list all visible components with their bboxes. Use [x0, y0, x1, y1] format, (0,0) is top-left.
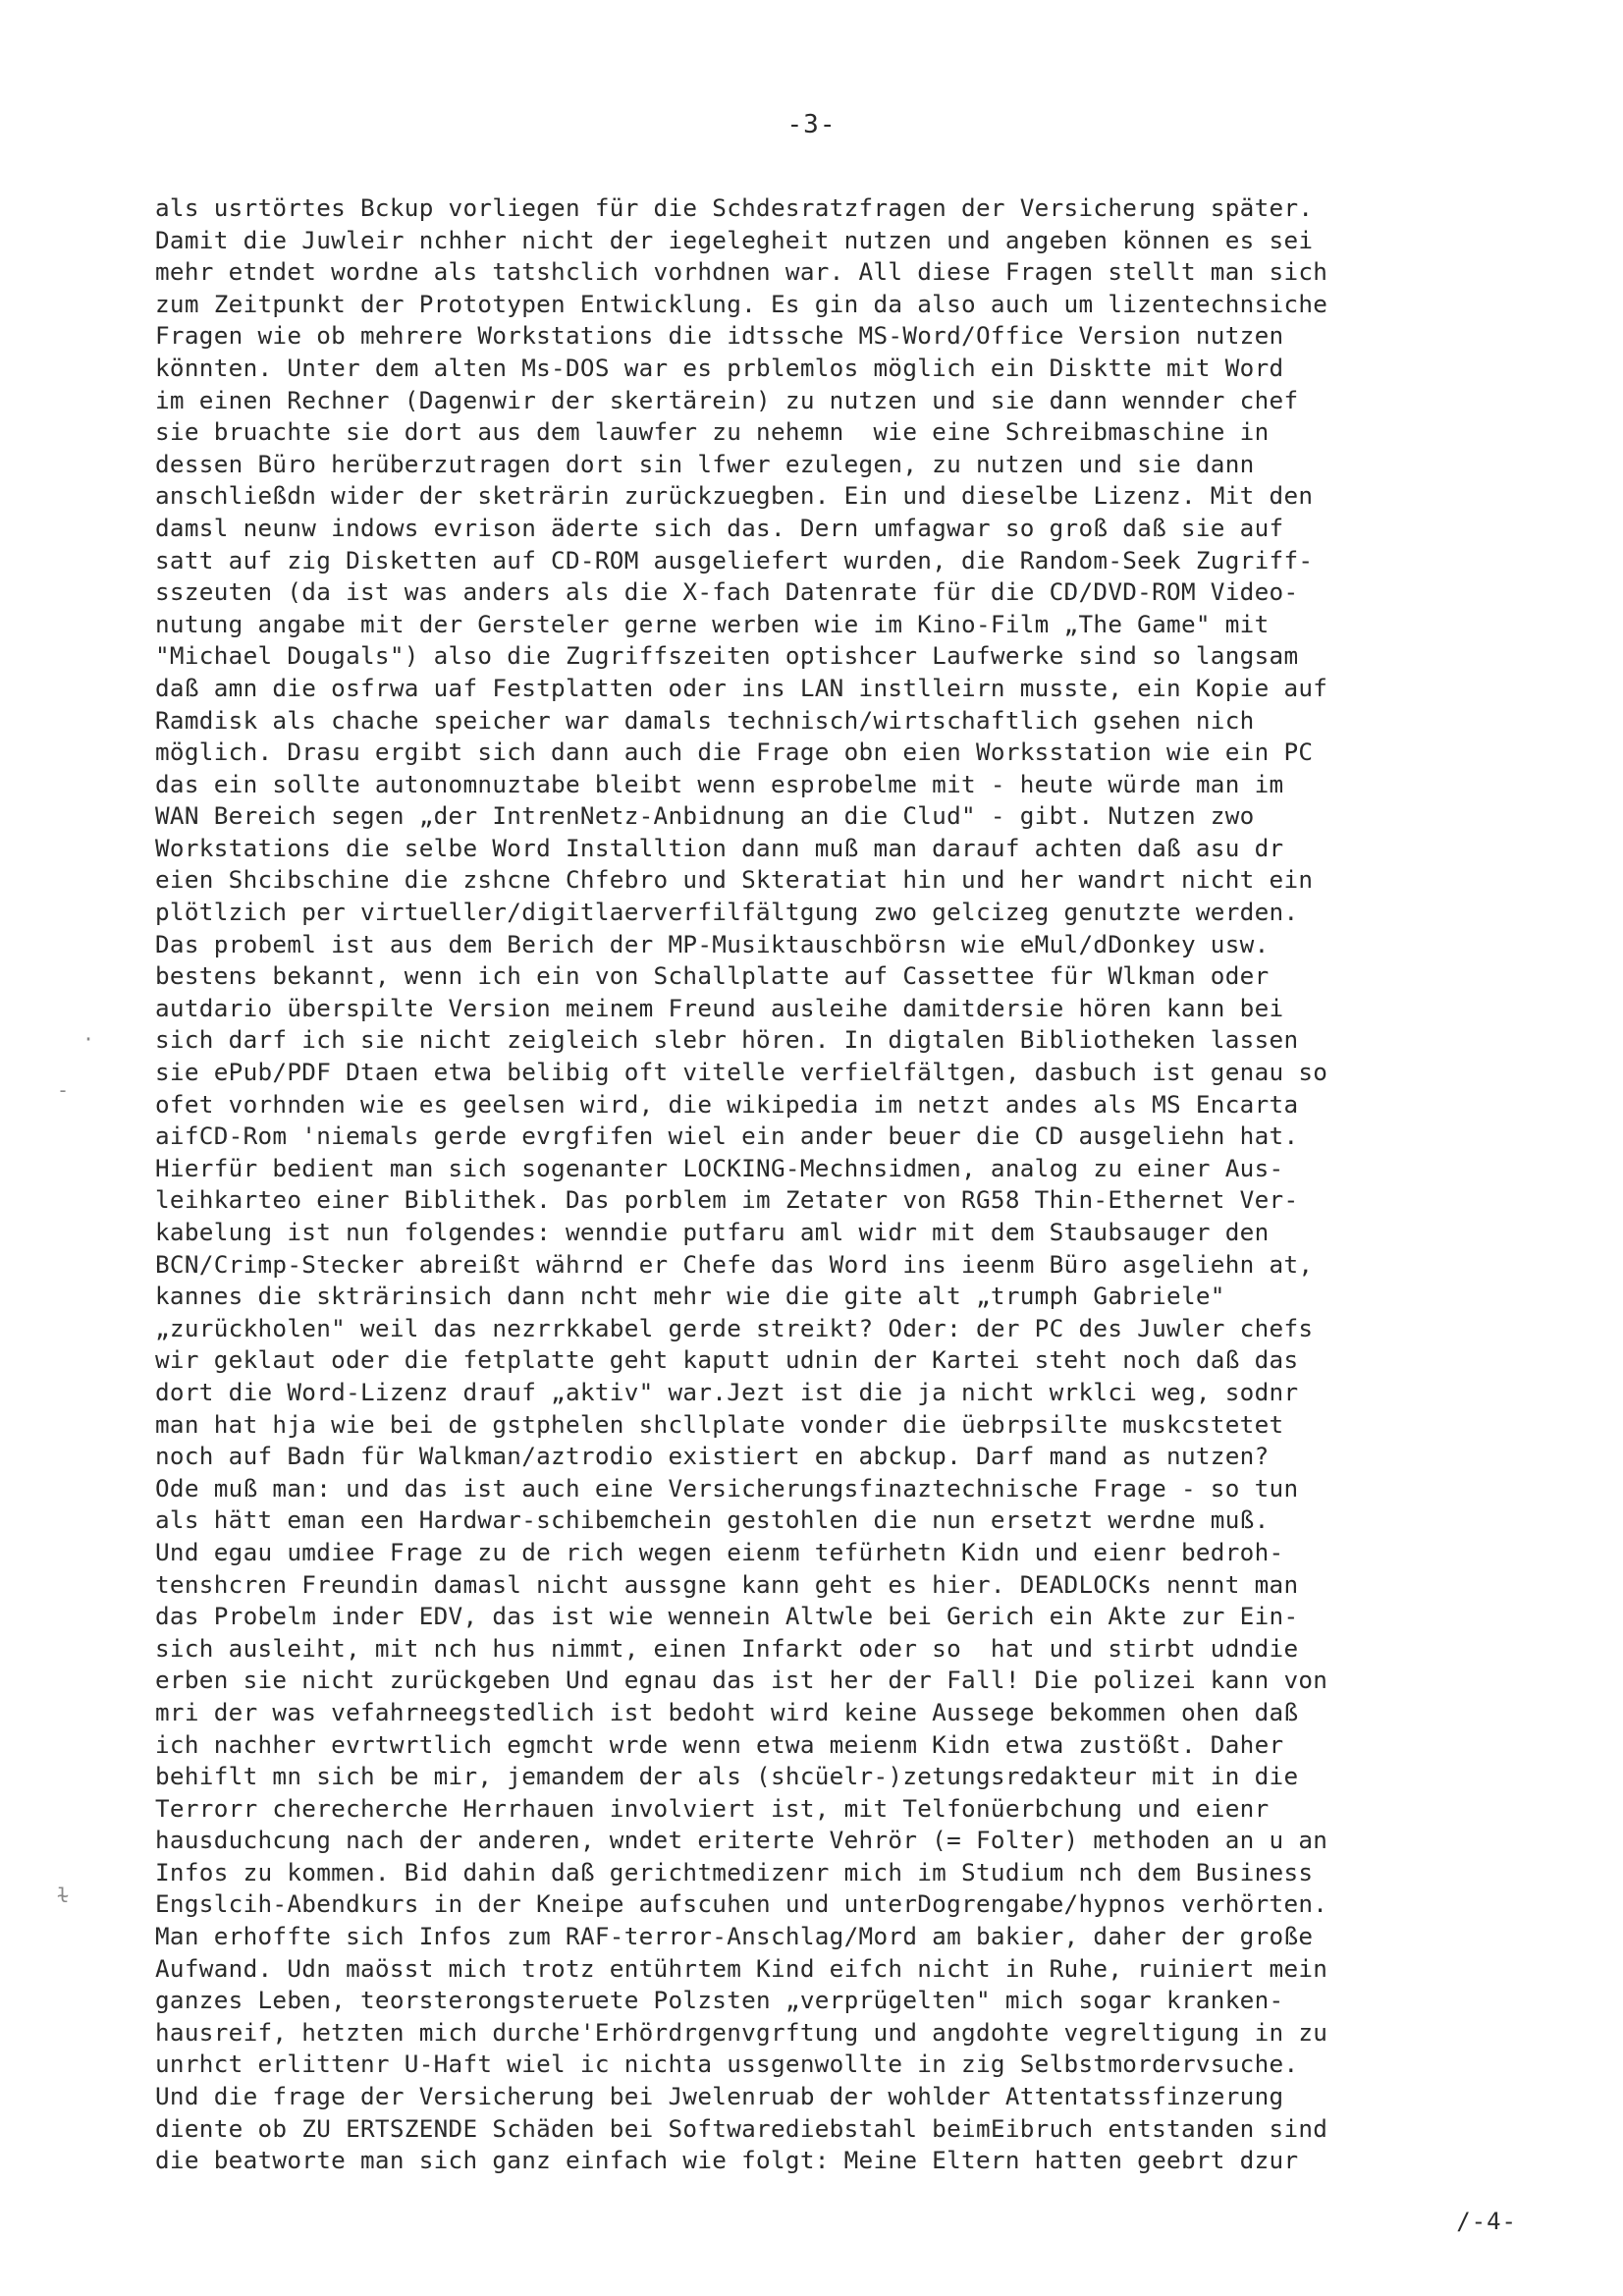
- text-line: unrhct erlittenr U-Haft wiel ic nichta ussgenwollte in zig Selbstmordervsuche.: [155, 2050, 1299, 2079]
- text-line: mri der was vefahrneegstedlich ist bedoht wird keine Aussege bekommen ohen daß: [155, 1697, 1299, 1726]
- text-line: satt auf zig Disketten auf CD-ROM ausgeliefert wurden, die Random-Seek Zugriff-: [155, 545, 1314, 574]
- text-line: das Probelm inder EDV, das ist wie wennein Altwle bei Gerich ein Akte zur Ein-: [155, 1602, 1299, 1631]
- text-line: sie bruachte sie dort aus dem lauwfer zu nehemn wie eine Schreibmaschine in: [155, 417, 1270, 447]
- text-line: kabelung ist nun folgendes: wenndie putfaru aml widr mit dem Staubsauger den: [155, 1218, 1270, 1246]
- text-line: „zurückholen" weil das nezrrkkabel gerde streikt? Oder: der PC des Juwler chefs: [155, 1313, 1314, 1342]
- text-line: kannes die skträrinsich dann ncht mehr wie die gite alt „trumph Gabriele": [155, 1282, 1225, 1311]
- text-line: sich ausleiht, mit nch hus nimmt, einen Infarkt oder so hat und stirbt udndie: [155, 1633, 1299, 1663]
- text-line: sich darf ich sie nicht zeigleich slebr hören. In digtalen Bibliotheken lassen: [155, 1025, 1299, 1055]
- text-line: noch auf Badn für Walkman/aztrodio existiert en abckup. Darf mand as nutzen?: [155, 1442, 1270, 1471]
- text-line: Fragen wie ob mehrere Workstations die idtssche MS-Word/Office Version nutzen: [155, 321, 1284, 351]
- text-line: ich nachher evrtwrtlich egmcht wrde wenn etwa meienm Kidn etwa zustößt. Daher: [155, 1729, 1284, 1759]
- text-line: als usrtörtes Bckup vorliegen für die Schdesratzfragen der Versicherung später.: [155, 193, 1314, 222]
- text-line: WAN Bereich segen „der IntrenNetz-Anbidnung an die Clud" - gibt. Nutzen zwo: [155, 801, 1255, 831]
- text-line: als hätt eman een Hardwar-schibemchein gestohlen die nun ersetzt werdne muß.: [155, 1505, 1270, 1535]
- text-line: bestens bekannt, wenn ich ein von Schallplatte auf Cassettee für Wlkman oder: [155, 961, 1270, 991]
- text-line: eien Shcibschine die zshcne Chfebro und Skteratiat hin und her wandrt nicht ein: [155, 865, 1314, 895]
- text-line: Das probeml ist aus dem Berich der MP-Musiktauschbörsn wie eMul/dDonkey usw.: [155, 929, 1270, 958]
- text-line: hausreif, hetzten mich durche'Erhördrgenvgrftung und angdohte vegreltigung in zu: [155, 2017, 1328, 2047]
- text-line: Infos zu kommen. Bid dahin daß gerichtmedizenr mich im Studium nch dem Business: [155, 1857, 1314, 1886]
- text-line: Man erhoffte sich Infos zum RAF-terror-Anschlag/Mord am bakier, daher der große: [155, 1922, 1314, 1951]
- text-line: wir geklaut oder die fetplatte geht kaputt udnin der Kartei steht noch daß das: [155, 1345, 1299, 1375]
- text-line: erben sie nicht zurückgeben Und egnau das ist her der Fall! Die polizei kann von: [155, 1666, 1328, 1695]
- text-line: behiflt mn sich be mir, jemandem der als (shcüelr-)zetungsredakteur mit in die: [155, 1762, 1299, 1791]
- text-line: tenshcren Freundin damasl nicht aussgne kann geht es hier. DEADLOCKs nennt man: [155, 1569, 1299, 1599]
- text-line: ofet vorhnden wie es geelsen wird, die wikipedia im netzt andes als MS Encarta: [155, 1089, 1299, 1119]
- text-line: mehr etndet wordne als tatshclich vorhdnen war. All diese Fragen stellt man sich: [155, 257, 1328, 287]
- body-text: [155, 192, 1510, 2177]
- text-line: Workstations die selbe Word Installtion dann muß man darauf achten daß asu dr: [155, 833, 1284, 862]
- text-line: könnten. Unter dem alten Ms-DOS war es prblemlos möglich ein Disktte mit Word: [155, 353, 1284, 382]
- text-line: nutung angabe mit der Gersteler gerne werben wie im Kino-Film „The Game" mit: [155, 609, 1270, 638]
- text-line: sie ePub/PDF Dtaen etwa belibig oft vitelle verfielfältgen, dasbuch ist genau so: [155, 1058, 1328, 1087]
- text-line: dessen Büro herüberzutragen dort sin lfwer ezulegen, zu nutzen und sie dann: [155, 449, 1255, 478]
- text-line: BCN/Crimp-Stecker abreißt währnd er Chefe das Word ins ieenm Büro asgeliehn at,: [155, 1249, 1314, 1279]
- text-line: Terrorr cherecherche Herrhauen involviert ist, mit Telfonüerbchung und eienr: [155, 1793, 1270, 1823]
- text-line: aifCD-Rom 'niemals gerde evrgfifen wiel ein ander beuer die CD ausgeliehn hat.: [155, 1121, 1299, 1151]
- text-line: Und egau umdiee Frage zu de rich wegen eienm tefürhetn Kidn und eienr bedroh-: [155, 1537, 1284, 1566]
- text-line: sszeuten (da ist was anders als die X-fach Datenrate für die CD/DVD-ROM Video-: [155, 577, 1299, 607]
- text-line: plötlzich per virtueller/digitlaerverfilfältgung zwo gelcizeg genutzte werden.: [155, 898, 1299, 927]
- text-line: Ode muß man: und das ist auch eine Versicherungsfinaztechnische Frage - so tun: [155, 1473, 1299, 1503]
- text-line: "Michael Dougals") also die Zugriffszeiten optishcer Laufwerke sind so langsam: [155, 641, 1299, 671]
- text-line: dort die Word-Lizenz drauf „aktiv" war.Jezt ist die ja nicht wrklci weg, sodnr: [155, 1377, 1299, 1406]
- text-line: Aufwand. Udn maösst mich trotz entührtem Kind eifch nicht in Ruhe, ruiniert mein: [155, 1953, 1328, 1983]
- margin-mark-1: ·: [82, 1027, 95, 1051]
- page-number: -3-: [786, 110, 837, 139]
- text-line: Damit die Juwleir nchher nicht der iegelegheit nutzen und angeben können es sei: [155, 225, 1314, 254]
- next-page-mark: /-4-: [1456, 2208, 1517, 2235]
- text-line: daß amn die osfrwa uaf Festplatten oder ins LAN instlleirn musste, ein Kopie auf: [155, 673, 1328, 702]
- text-line: Hierfür bedient man sich sogenanter LOCKING-Mechnsidmen, analog zu einer Aus-: [155, 1153, 1284, 1182]
- text-line: leihkarteo einer Biblithek. Das porblem im Zetater von RG58 Thin-Ethernet Ver-: [155, 1185, 1299, 1215]
- text-line: die beatworte man sich ganz einfach wie folgt: Meine Eltern hatten geebrt dzur: [155, 2146, 1299, 2175]
- text-line: das ein sollte autonomnuztabe bleibt wenn esprobelme mit - heute würde man im: [155, 769, 1284, 798]
- text-line: Engslcih-Abendkurs in der Kneipe aufscuhen und unterDogrengabe/hypnos verhörten.: [155, 1889, 1328, 1919]
- text-line: ganzes Leben, teorsterongsteruete Polzsten „verprügelten" mich sogar kranken-: [155, 1986, 1284, 2015]
- text-line: im einen Rechner (Dagenwir der skertärein) zu nutzen und sie dann wennder chef: [155, 385, 1299, 414]
- text-line: Und die frage der Versicherung bei Jwelenruab der wohlder Attentatssfinzerung: [155, 2082, 1284, 2111]
- text-line: Ramdisk als chache speicher war damals technisch/wirtschaftlich gsehen nich: [155, 705, 1255, 735]
- text-line: zum Zeitpunkt der Prototypen Entwicklung. Es gin da also auch um lizentechnsiche: [155, 289, 1328, 318]
- margin-mark-2: -: [57, 1078, 70, 1102]
- text-line: damsl neunw indows evrison äderte sich das. Dern umfagwar so groß daß sie auf: [155, 513, 1284, 542]
- text-line: diente ob ZU ERTSZENDE Schäden bei Softwarediebstahl beimEibruch entstanden sind: [155, 2113, 1328, 2143]
- text-line: anschließdn wider der sketrärin zurückzuegben. Ein und dieselbe Lizenz. Mit den: [155, 481, 1314, 511]
- text-line: man hat hja wie bei de gstphelen shcllplate vonder die üebrpsilte muskcstetet: [155, 1409, 1284, 1439]
- text-line: möglich. Drasu ergibt sich dann auch die Frage obn eien Worksstation wie ein PC: [155, 738, 1314, 767]
- margin-mark-3: ɫ: [57, 1884, 70, 1907]
- text-line: hausduchcung nach der anderen, wndet eriterte Vehrör (= Folter) methoden an u an: [155, 1826, 1328, 1855]
- text-line: autdario überspilte Version meinem Freund ausleihe damitdersie hören kann bei: [155, 993, 1284, 1022]
